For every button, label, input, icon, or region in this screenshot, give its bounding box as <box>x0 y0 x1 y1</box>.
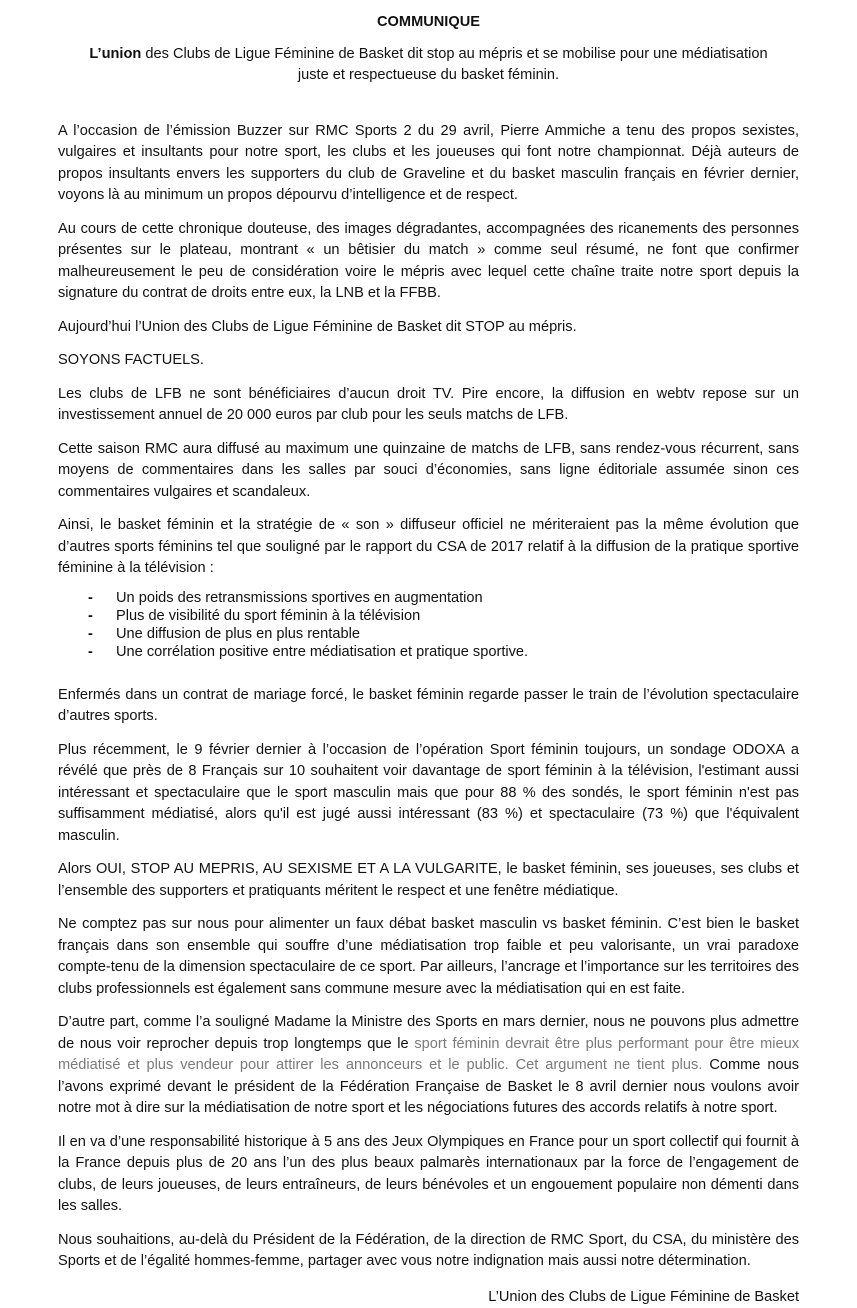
paragraph-3: Aujourd’hui l’Union des Clubs de Ligue Féminine de Basket dit STOP au mépris. <box>58 317 799 339</box>
list-item <box>58 643 799 661</box>
bullet-list <box>58 589 799 661</box>
paragraph-12-end: Comme nous l’avons exprimé devant le président de la Fédération Française de Basket le 8 avril dernier nous voulons avoir notre mot à dire sur la médiatisation de notre sport et les négociations futures des accords relatifs à notre sport. <box>58 1057 799 1116</box>
signature: L’Union des Clubs de Ligue Féminine de Basket <box>58 1287 799 1308</box>
list-item-text: Une diffusion de plus en plus rentable <box>116 626 360 642</box>
subtitle-text: des Clubs de Ligue Féminine de Basket dit stop au mépris et se mobilise pour une médiatisation juste et respectueuse du basket féminin. <box>141 46 767 84</box>
quoted-argument: sport féminin devrait être plus performant pour être mieux médiatisé et plus vendeur pour attirer les annonceurs et le public. Cet argument ne tient plus. <box>58 1036 799 1074</box>
paragraph-8: Enfermés dans un contrat de mariage forcé, le basket féminin regarde passer le train de l’évolution spectaculaire d’autres sports. <box>58 685 799 728</box>
list-item-text: Une corrélation positive entre médiatisation et pratique sportive. <box>116 644 528 660</box>
paragraph-12-start: D’autre part, comme l’a souligné Madame la Ministre des Sports en mars dernier, nous ne pouvons plus admettre de nous voir reprocher depuis trop longtemps que le <box>58 1014 799 1052</box>
list-item-text: Un poids des retransmissions sportives en augmentation <box>116 590 483 606</box>
paragraph-4: SOYONS FACTUELS. <box>58 350 799 372</box>
document-title: COMMUNIQUE <box>58 12 799 34</box>
bullet-dash: - <box>88 607 93 625</box>
paragraph-1: A l’occasion de l’émission Buzzer sur RMC Sports 2 du 29 avril, Pierre Ammiche a tenu des propos sexistes, vulgaires et insultants pour notre sport, les clubs et les joueuses qui font notre championnat. Déjà auteurs de propos insultants envers les supporters du club de Graveline et du basket masculin français en février dernier, voyons là au minimum un propos dépourvu d’intelligence et de respect. <box>58 121 799 207</box>
list-item <box>58 625 799 643</box>
bullet-dash: - <box>88 625 93 643</box>
document-subtitle <box>78 44 779 87</box>
list-item <box>58 589 799 607</box>
paragraph-11: Ne comptez pas sur nous pour alimenter un faux débat basket masculin vs basket féminin. C’est bien le basket français dans son ensemble qui souffre d’une médiatisation trop faible et peu valorisante, un vrai paradoxe compte-tenu de la dimension spectaculaire de ce sport. Par ailleurs, l’ancrage et l’importance sur les territoires des clubs professionnels est également sans commune mesure avec la médiatisation qui en est faite. <box>58 914 799 1000</box>
paragraph-14: Nous souhaitions, au-delà du Président de la Fédération, de la direction de RMC Sport, du CSA, du ministère des Sports et de l’égalité hommes-femme, partager avec vous notre indignation mais aussi notre détermination. <box>58 1230 799 1273</box>
paragraph-5: Les clubs de LFB ne sont bénéficiaires d’aucun droit TV. Pire encore, la diffusion en webtv repose sur un investissement annuel de 20 000 euros par club pour les seuls matchs de LFB. <box>58 384 799 427</box>
spacer <box>58 661 799 685</box>
document-body <box>58 121 799 1308</box>
subtitle-lead: L’union <box>89 46 141 62</box>
paragraph-6: Cette saison RMC aura diffusé au maximum une quinzaine de matchs de LFB, sans rendez-vous récurrent, sans moyens de commentaires dans les salles par souci d’économies, sans ligne éditoriale assumée sinon ces commentaires vulgaires et scandaleux. <box>58 439 799 504</box>
paragraph-13: Il en va d’une responsabilité historique à 5 ans des Jeux Olympiques en France pour un sport collectif qui fournit à la France depuis plus de 20 ans l’un des plus beaux palmarès internationaux par la force de l’engagement de clubs, de leurs joueuses, de leurs entraîneurs, de leurs bénévoles et un engouement populaire non démenti dans les salles. <box>58 1132 799 1218</box>
list-item <box>58 607 799 625</box>
paragraph-10: Alors OUI, STOP AU MEPRIS, AU SEXISME ET A LA VULGARITE, le basket féminin, ses joueuses, ses clubs et l’ensemble des supporters et pratiquants méritent le respect et une fenêtre médiatique. <box>58 859 799 902</box>
bullet-dash: - <box>88 589 93 607</box>
bullet-dash: - <box>88 643 93 661</box>
paragraph-2: Au cours de cette chronique douteuse, des images dégradantes, accompagnées des ricanements des personnes présentes sur le plateau, montrant « un bêtisier du match » comme seul résumé, ne font que confirmer malheureusement le peu de considération voire le mépris avec lequel cette chaîne traite notre sport depuis la signature du contrat de droits entre eux, la LNB et la FFBB. <box>58 219 799 305</box>
list-item-text: Plus de visibilité du sport féminin à la télévision <box>116 608 420 624</box>
paragraph-7: Ainsi, le basket féminin et la stratégie de « son » diffuseur officiel ne mériteraient pas la même évolution que d’autres sports féminins tel que souligné par le rapport du CSA de 2017 relatif à la diffusion de la pratique sportive féminine à la télévision : <box>58 515 799 580</box>
paragraph-9: Plus récemment, le 9 février dernier à l’occasion de l’opération Sport féminin toujours, un sondage ODOXA a révélé que près de 8 Français sur 10 souhaitent voir davantage de sport féminin à la télévision, l'estimant aussi intéressant et spectaculaire que le sport masculin mais que pour 88 % des sondés, le sport féminin n'est pas suffisamment médiatisé, alors qu'il est jugé aussi intéressant (83 %) et spectaculaire (73 %) que l'équivalent masculin. <box>58 740 799 848</box>
paragraph-12 <box>58 1012 799 1120</box>
